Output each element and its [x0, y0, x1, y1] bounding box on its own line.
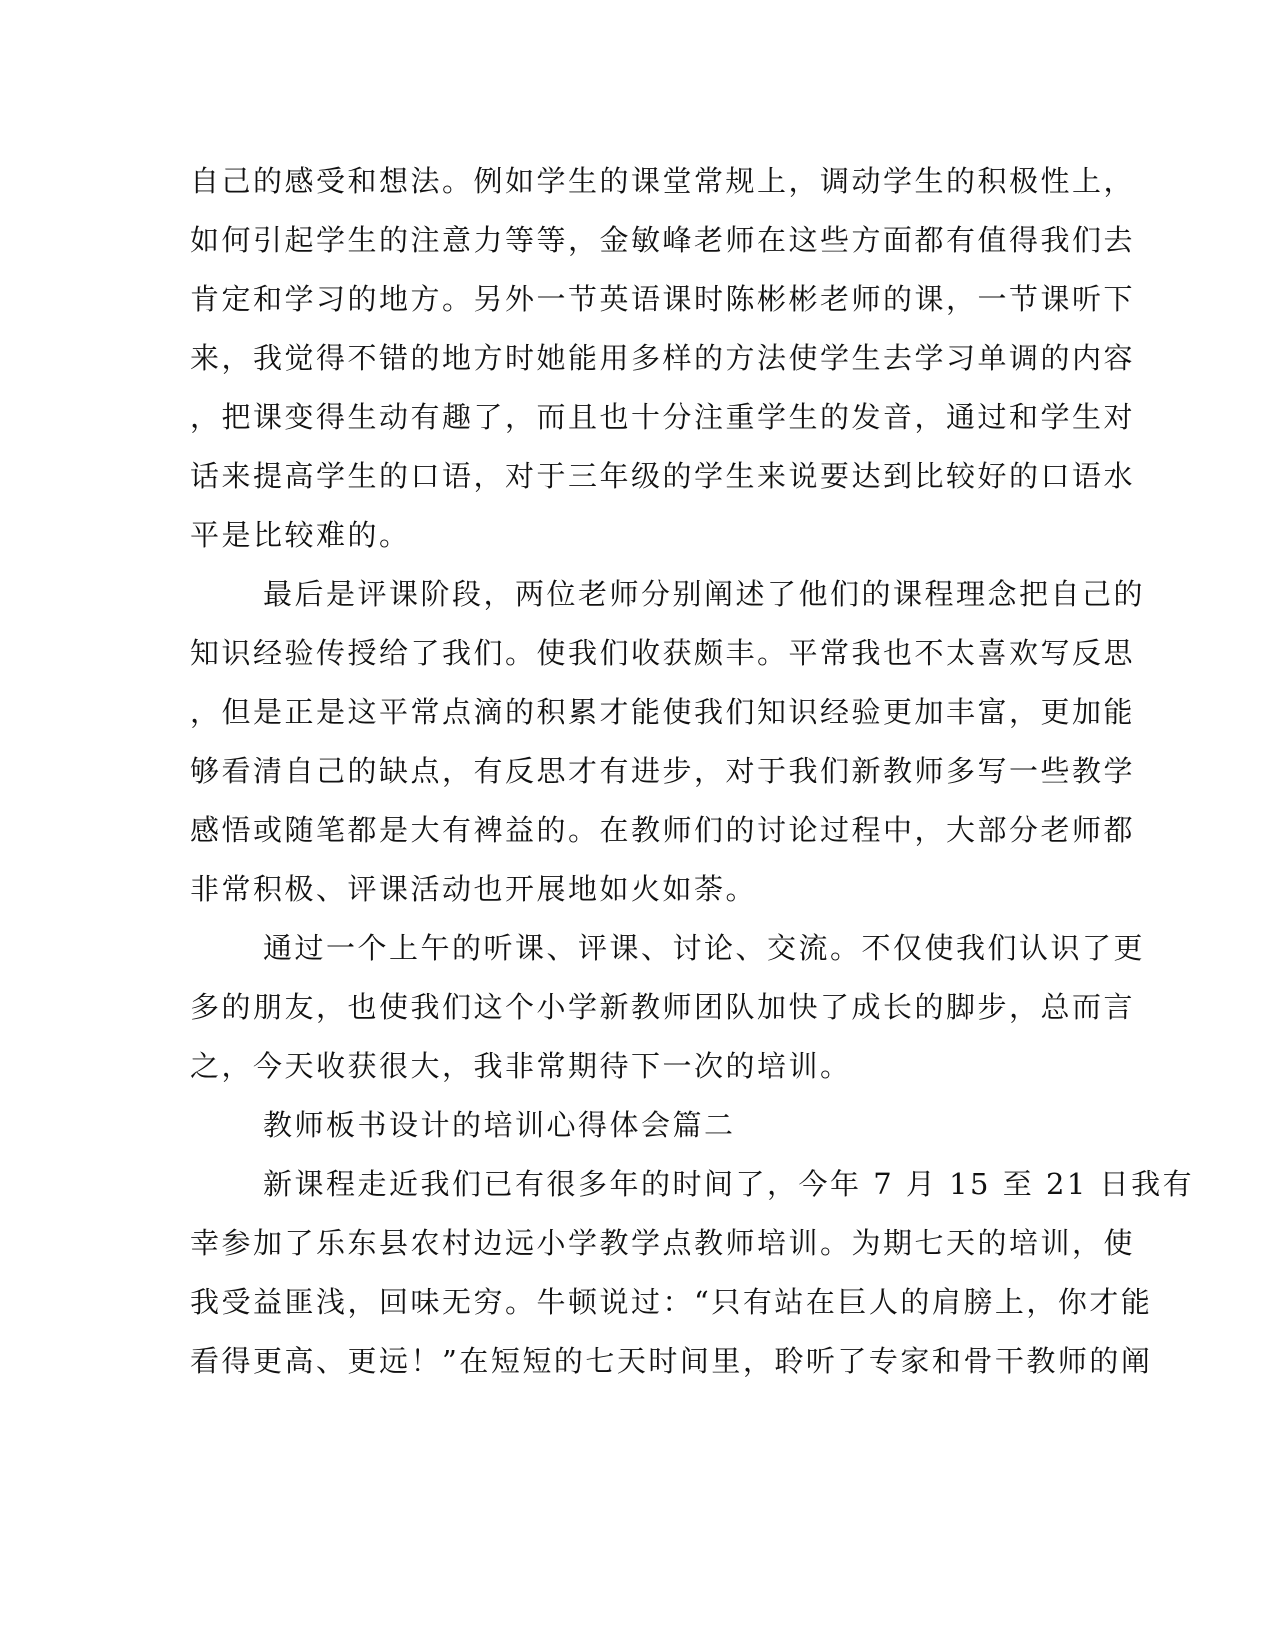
text-line: 知识经验传授给了我们。使我们收获颇丰。平常我也不太喜欢写反思: [190, 636, 1136, 670]
text-line: 我受益匪浅，回味无穷。牛顿说过：“只有站在巨人的肩膀上，你才能: [190, 1285, 1153, 1319]
text-line: ，把课变得生动有趣了，而且也十分注重学生的发音，通过和学生对: [190, 400, 1136, 434]
text-line: ，但是正是这平常点滴的积累才能使我们知识经验更加丰富，更加能: [190, 695, 1136, 729]
text-line: 来，我觉得不错的地方时她能用多样的方法使学生去学习单调的内容: [190, 341, 1136, 375]
paragraph-first-line: 通过一个上午的听课、评课、讨论、交流。不仅使我们认识了更: [263, 931, 1146, 965]
text-line: 幸参加了乐东县农村边远小学教学点教师培训。为期七天的培训，使: [190, 1226, 1136, 1260]
text-line: 自己的感受和想法。例如学生的课堂常规上，调动学生的积极性上，: [190, 164, 1136, 198]
paragraph-first-line: 新课程走近我们已有很多年的时间了，今年 7 月 15 至 21 日我有: [263, 1167, 1195, 1201]
text-line: 话来提高学生的口语，对于三年级的学生来说要达到比较好的口语水: [190, 459, 1136, 493]
text-line: 看得更高、更远！”在短短的七天时间里，聆听了专家和骨干教师的阐: [190, 1344, 1153, 1378]
text-line: 够看清自己的缺点，有反思才有进步，对于我们新教师多写一些教学: [190, 754, 1136, 788]
text-line: 平是比较难的。: [190, 518, 411, 552]
section-heading: 教师板书设计的培训心得体会篇二: [263, 1108, 736, 1142]
text-line: 如何引起学生的注意力等等，金敏峰老师在这些方面都有值得我们去: [190, 223, 1136, 257]
text-line: 肯定和学习的地方。另外一节英语课时陈彬彬老师的课，一节课听下: [190, 282, 1136, 316]
text-line: 之，今天收获很大，我非常期待下一次的培训。: [190, 1049, 852, 1083]
text-line: 非常积极、评课活动也开展地如火如荼。: [190, 872, 758, 906]
text-line: 感悟或随笔都是大有裨益的。在教师们的讨论过程中，大部分老师都: [190, 813, 1136, 847]
text-line: 多的朋友，也使我们这个小学新教师团队加快了成长的脚步，总而言: [190, 990, 1136, 1024]
paragraph-first-line: 最后是评课阶段，两位老师分别阐述了他们的课程理念把自己的: [263, 577, 1146, 611]
